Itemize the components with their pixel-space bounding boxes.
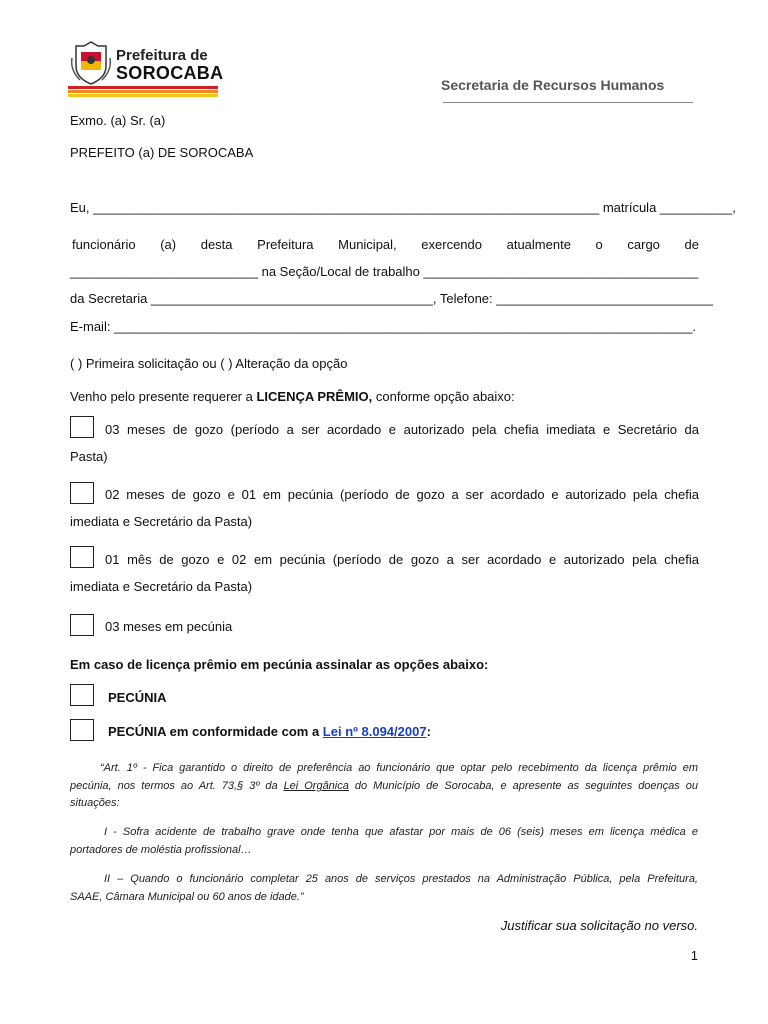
header-divider bbox=[443, 102, 693, 103]
lei-organica-link[interactable]: Lei Orgânica bbox=[283, 780, 349, 792]
option-checkbox-4[interactable] bbox=[70, 614, 94, 636]
pecunia-option-2-suffix: : bbox=[426, 724, 431, 739]
pecunia-option-1: PECÚNIA bbox=[108, 690, 167, 705]
secretaria-field-line[interactable]: da Secretaria _______________________________________, Telefone: ______________________________ bbox=[70, 291, 714, 306]
request-suffix: conforme opção abaixo: bbox=[372, 389, 515, 404]
item1-line2: portadores de moléstia profissional… bbox=[70, 844, 252, 856]
law-link[interactable]: Lei nº 8.094/2007 bbox=[322, 724, 427, 739]
request-bold: LICENÇA PRÊMIO, bbox=[256, 389, 373, 404]
salutation-line2: PREFEITO (a) DE SOROCABA bbox=[70, 145, 254, 160]
pecunia-checkbox-2[interactable] bbox=[70, 719, 94, 741]
email-field-line[interactable]: E-mail: ________________________________________________________________________________. bbox=[70, 319, 697, 334]
item2-line2: SAAE, Câmara Municipal ou 60 anos de idade.” bbox=[70, 891, 304, 903]
pecunia-option-2 bbox=[108, 724, 431, 740]
logo-line2: SOROCABA bbox=[116, 63, 224, 83]
request-prefix: Venho pelo presente requerer a bbox=[70, 389, 257, 404]
logo-text bbox=[116, 48, 223, 82]
option-2-line2: imediata e Secretário da Pasta) bbox=[70, 514, 253, 529]
art-line3: situações: bbox=[70, 797, 120, 809]
option-checkbox-3[interactable] bbox=[70, 546, 94, 568]
page-number: 1 bbox=[690, 948, 698, 963]
logo-line1: Prefeitura de bbox=[116, 47, 208, 64]
funcionario-line: funcionário (a) desta Prefeitura Municipal, exercendo atualmente o cargo de bbox=[72, 237, 699, 252]
art-line2-suffix: do Município de Sorocaba, e apresente as seguintes doenças ou bbox=[348, 780, 699, 792]
option-1-line2: Pasta) bbox=[70, 449, 108, 464]
coat-of-arms-icon bbox=[68, 40, 114, 86]
art-line2 bbox=[70, 777, 698, 795]
option-checkbox-1[interactable] bbox=[70, 416, 94, 438]
secao-field-line[interactable]: __________________________ na Seção/Local de trabalho ______________________________________ bbox=[70, 264, 699, 279]
pecunia-heading: Em caso de licença prêmio em pecúnia assinalar as opções abaixo: bbox=[70, 657, 489, 672]
justify-note: Justificar sua solicitação no verso. bbox=[500, 918, 698, 933]
request-line bbox=[70, 389, 515, 405]
item1-line1: I - Sofra acidente de trabalho grave onde tenha que afastar por mais de 06 (seis) meses em licença médica e bbox=[104, 826, 698, 838]
solicitacao-choice[interactable]: ( ) Primeira solicitação ou ( ) Alteração da opção bbox=[70, 356, 348, 371]
art-line2-prefix: pecúnia, nos termos ao Art. 73,§ 3º da bbox=[70, 780, 284, 792]
option-3-line2: imediata e Secretário da Pasta) bbox=[70, 579, 253, 594]
option-2-line1: 02 meses de gozo e 01 em pecúnia (período de gozo a ser acordado e autorizado pela chefia bbox=[105, 487, 699, 502]
pecunia-checkbox-1[interactable] bbox=[70, 684, 94, 706]
option-checkbox-2[interactable] bbox=[70, 482, 94, 504]
option-1-line1: 03 meses de gozo (período a ser acordado e autorizado pela chefia imediata e Secretário da bbox=[105, 422, 699, 437]
department-title: Secretaria de Recursos Humanos bbox=[441, 77, 665, 93]
salutation-line1: Exmo. (a) Sr. (a) bbox=[70, 113, 166, 128]
art-line1: “Art. 1º - Fica garantido o direito de preferência ao funcionário que optar pelo recebimento da licença prêmio em bbox=[100, 762, 698, 774]
name-field-line[interactable]: Eu, ______________________________________________________________________ matrícula __________, bbox=[70, 200, 736, 215]
pecunia-option-2-prefix: PECÚNIA em conformidade com a bbox=[108, 724, 323, 739]
option-4-label: 03 meses em pecúnia bbox=[105, 619, 233, 634]
option-3-line1: 01 mês de gozo e 02 em pecúnia (período de gozo a ser acordado e autorizado pela chefia bbox=[105, 552, 699, 567]
logo-stripes bbox=[68, 86, 218, 98]
item2-line1: II – Quando o funcionário completar 25 anos de serviços prestados na Administração Pública, pela Prefeitura, bbox=[104, 873, 698, 885]
